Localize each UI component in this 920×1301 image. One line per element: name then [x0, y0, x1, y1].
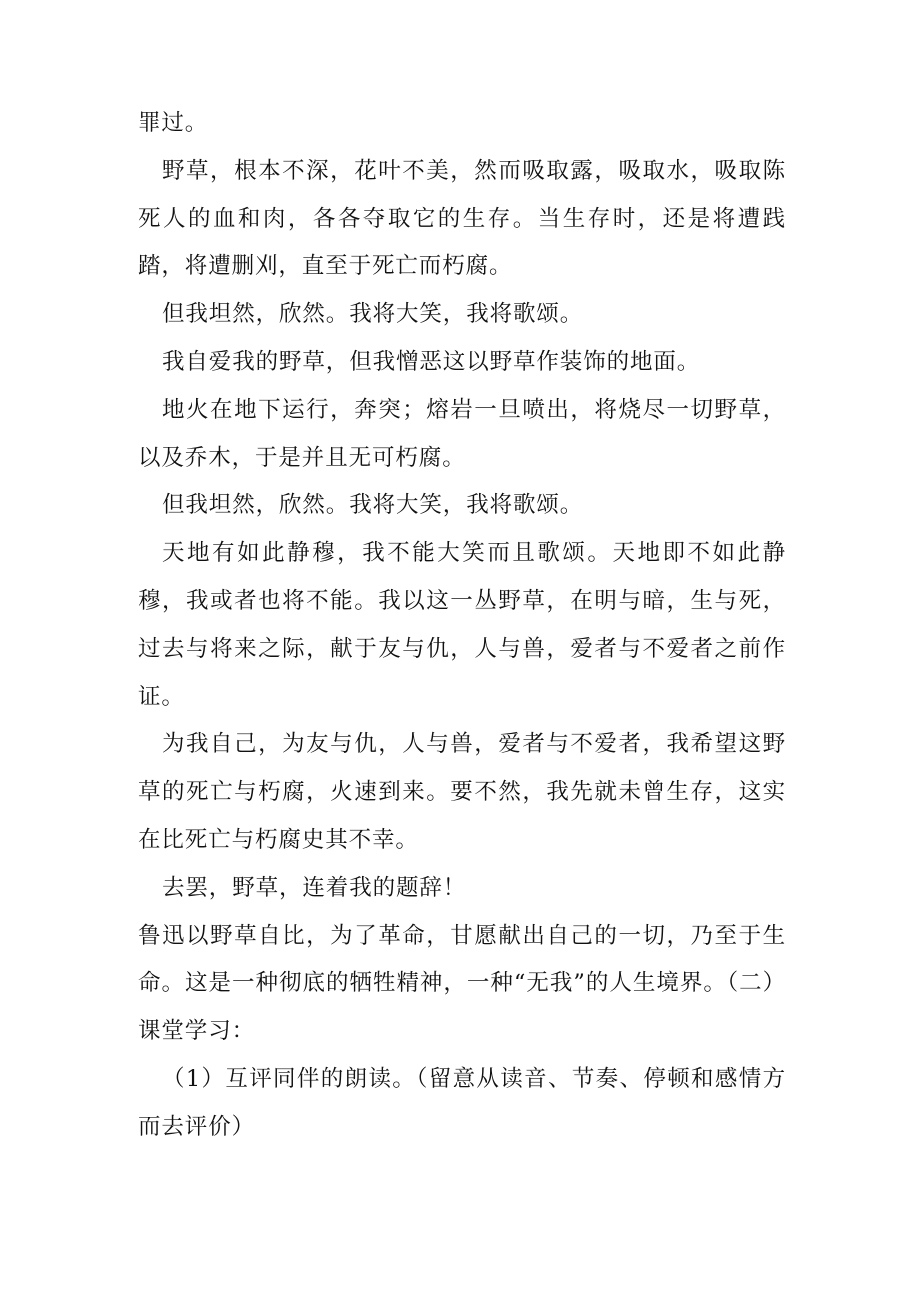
paragraph-5: 地火在地下运行，奔突；熔岩一旦喷出，将烧尽一切野草，以及乔木，于是并且无可朽腐。 [138, 396, 786, 471]
paragraph-11: （1）互评同伴的朗读。（留意从读音、节奏、停顿和感情方而去评价） [138, 1065, 786, 1140]
paragraph-3: 但我坦然，欣然。我将大笑，我将歌颂。 [162, 301, 584, 328]
document-body [138, 100, 786, 1152]
paragraph-7: 天地有如此静穆，我不能大笑而且歌颂。天地即不如此静穆，我或者也将不能。我以这一丛野草，在明与暗，生与死，过去与将来之际，献于友与仇，人与兽，爱者与不爱者之前作证。 [138, 540, 786, 710]
paragraph-8: 为我自己，为友与仇，人与兽，爱者与不爱者，我希望这野草的死亡与朽腐，火速到来。要不然，我先就未曾生存，这实在比死亡与朽腐史其不幸。 [138, 731, 786, 853]
paragraph-1: 罪过。 [138, 110, 209, 136]
paragraph-10: 鲁迅以野草自比，为了革命，甘愿献出自己的一切，乃至于生命。这是一种彻底的牺牲精神，一种“无我”的人生境界。（二）课堂学习： [138, 922, 786, 1045]
paragraph-6: 但我坦然，欣然。我将大笑，我将歌颂。 [162, 492, 584, 519]
paragraph-2: 野草，根本不深，花叶不美，然而吸取露，吸取水，吸取陈死人的血和肉，各各夺取它的生存。当生存时，还是将遭践踏，将遭删刈，直至于死亡而朽腐。 [138, 157, 786, 280]
paragraph-4: 我自爱我的野草，但我憎恶这以野草作装饰的地面。 [162, 348, 701, 375]
paragraph-9: 去罢，野草，连着我的题辞！ [162, 874, 467, 901]
